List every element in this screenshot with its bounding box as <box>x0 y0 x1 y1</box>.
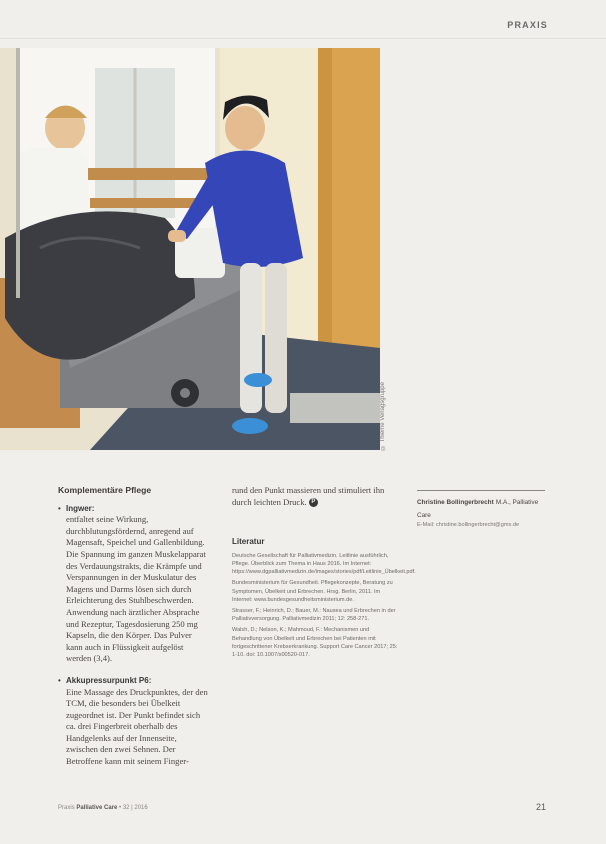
list-item <box>58 675 210 768</box>
complementary-care-box <box>58 485 210 778</box>
box-heading: Komplementäre Pflege <box>58 485 152 495</box>
literature-entry: Bundesministerium für Gesundheit. Pflegekonzepte, Beratung zu Symptomen, Übelkeit und Erbrechen. Hrsg. Berlin, 2011. Im Internet: www.bundesgesundheitsministerium.de. <box>232 580 393 603</box>
publication-prefix: Praxis <box>58 805 75 811</box>
middle-column <box>232 485 416 662</box>
literature-entry: Walsh, D.; Nelson, K.; Mahmoud, F.: Mechanismen und Behandlung von Übelkeit und Erbrechen bei Patienten mit fortgeschrittener Krebserkrankung. Support Care Cancer 2017; 25: 1-10. doi: 10.1007/s00520-017. <box>232 627 398 659</box>
item-body: Eine Massage des Druckpunktes, der den TCM, die besonders bei Übelkeit zugeordnet ist. Der Punkt befindet sich ca. drei Fingerbreit oberhalb des Handgelenks auf der Innenseite, zwischen den zwei Sehnen. Der Betroffene kann mit seinem Finger- <box>66 686 208 767</box>
page-number: 21 <box>536 802 547 812</box>
author-divider <box>417 490 545 491</box>
top-rule <box>0 38 606 39</box>
continuation-text <box>232 485 400 508</box>
section-label: PRAXIS <box>507 20 548 30</box>
continuation-body: rund den Punkt massieren und stimuliert ihn durch leichten Druck. <box>232 485 385 507</box>
photo-credit: © Thieme Verlagsgruppe <box>380 382 386 450</box>
bullet-marker: • <box>58 675 61 685</box>
publication-footer <box>58 805 148 811</box>
author-contact: E-Mail: christine.bollingerbrecht@gmx.de <box>417 522 520 529</box>
list-item <box>58 503 210 665</box>
author-role: M.A., Palliative Care <box>417 499 539 519</box>
publication-name: Palliative Care <box>76 805 118 811</box>
literature-entry: Deutsche Gesellschaft für Palliativmedizin. Leitlinie ausführlich, Pflege. Überblick zum Thema in Haus 2016. Im Internet: https://www.dgpalliativmedizin.de/images/stories/pdf/Leitlinie_Übelkeit.pdf. <box>232 552 416 576</box>
end-of-article-mark: P <box>309 498 318 507</box>
item-body: entfaltet seine Wirkung, durchblutungsfördernd, anregend auf Magensaft, Speichel und Gallenbildung. Die Spannung im ganzen Muskelapparat des Verdauungstrakts, die Krämpfe und Verspannungen in der Muskulatur des Magens und Darms lösen sich durch Erleichterung des Stuhlbeschwerden. Anwendung nach ärztlicher Absprache und Rezeptur, Tagesdosierung 250 mg Kapseln, die den Körper. Das Pulver kann auch in Flüssigkeit aufgelöst werden (3,4). <box>66 514 206 664</box>
article-photo <box>0 48 380 450</box>
literature-entry: Strasser, F.; Heinrich, D.; Bauer, M.: Nausea und Erbrechen in der Palliativversorgung. Palliativmedizin 2011; 12: 258-271. <box>232 608 396 623</box>
publication-issue: • 32 | 2016 <box>119 805 148 811</box>
author-name: Christine Bollingerbrecht <box>417 499 494 506</box>
bullet-marker: • <box>58 503 61 513</box>
literature-heading: Literatur <box>232 537 265 547</box>
hospital-room-illustration <box>0 48 380 450</box>
author-info <box>417 490 545 529</box>
item-title: Akkupressurpunkt P6: <box>66 675 152 685</box>
item-title: Ingwer: <box>66 503 95 513</box>
